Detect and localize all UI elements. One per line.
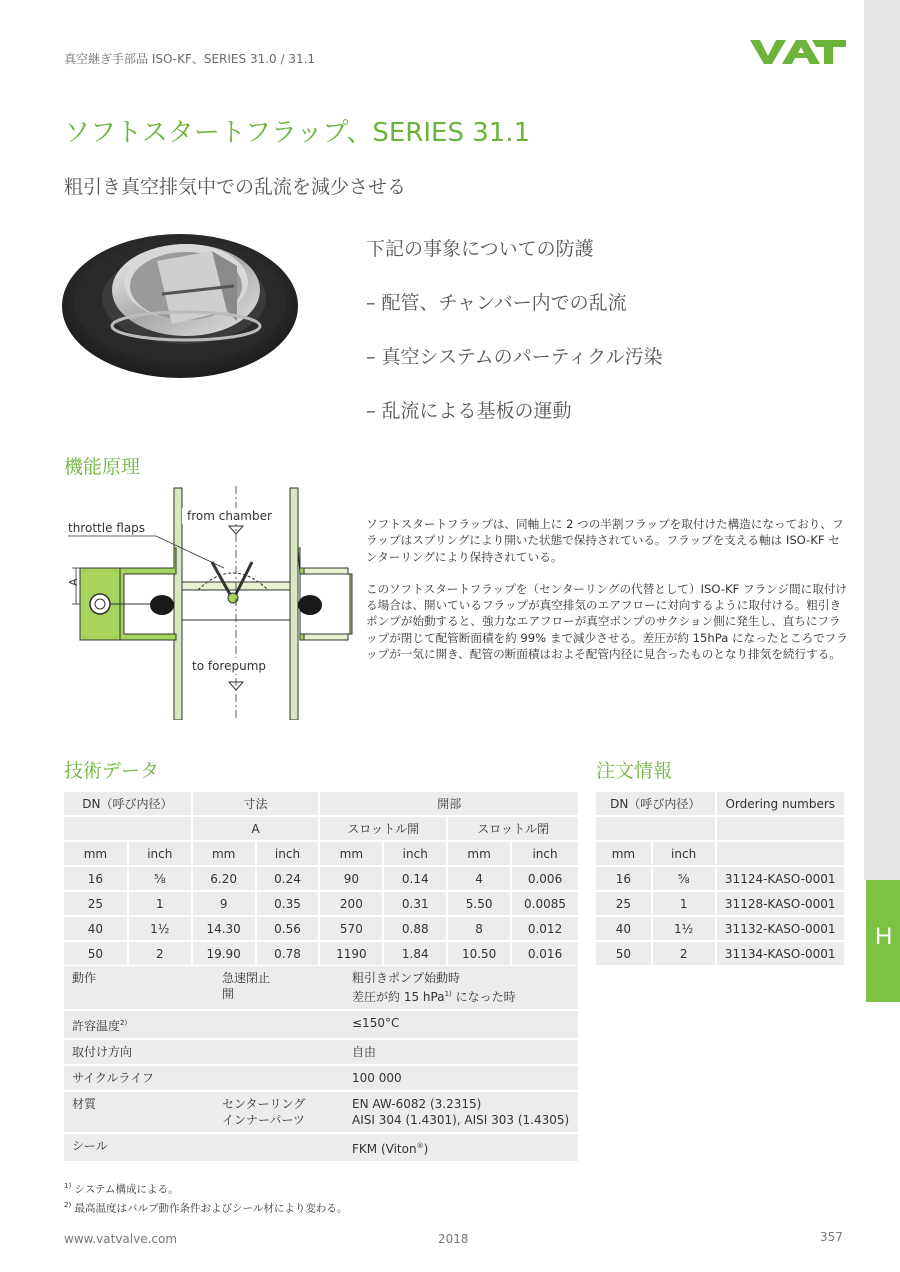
cell: 0.012 xyxy=(511,916,579,941)
to-forepump-label: to forepump xyxy=(192,659,267,673)
property-value: AISI 304 (1.4301), AISI 303 (1.4305) xyxy=(352,1113,570,1127)
protection-item: – 乱流による基板の運動 xyxy=(366,400,572,422)
property-value: ≤150°C xyxy=(344,1010,578,1039)
property-value: FKM (Viton xyxy=(352,1142,417,1156)
table-row xyxy=(64,891,579,916)
property-sub: 開 xyxy=(222,987,235,1001)
section-tab[interactable]: H xyxy=(866,880,900,1002)
cell: 1 xyxy=(652,891,716,916)
cell: 570 xyxy=(319,916,383,941)
table-row xyxy=(596,916,845,941)
footnote-ref: 2) xyxy=(120,1019,128,1027)
property-value: 100 000 xyxy=(344,1065,578,1091)
cell: 2 xyxy=(652,941,716,966)
property-sub: 急速閉止 xyxy=(222,971,271,985)
throttle-flaps-label: throttle flaps xyxy=(68,521,146,535)
dimension-a-label: A xyxy=(67,578,80,586)
size-header: 寸法 xyxy=(192,792,320,816)
order-heading: 注文情報 xyxy=(596,760,673,782)
ordering-numbers-header: Ordering numbers xyxy=(716,792,846,816)
cell: 10.50 xyxy=(447,941,511,966)
table-row xyxy=(596,866,845,891)
cell: 0.24 xyxy=(256,866,320,891)
footnote-mark: 2) xyxy=(64,1200,72,1209)
ordering-number[interactable]: 31134-KASO-0001 xyxy=(716,941,846,966)
property-sub: センターリング xyxy=(222,1097,306,1111)
unit-cell: inch xyxy=(383,841,447,866)
cell: 0.56 xyxy=(256,916,320,941)
cell: 0.35 xyxy=(256,891,320,916)
cell: 9 xyxy=(192,891,256,916)
footnote-text: システム構成による。 xyxy=(71,1183,179,1196)
cell: 5.50 xyxy=(447,891,511,916)
table-row xyxy=(64,1091,578,1133)
table-row xyxy=(64,866,579,891)
cell: 40 xyxy=(64,916,128,941)
footer-url-link[interactable]: www.vatvalve.com xyxy=(64,1232,178,1246)
cell: 14.30 xyxy=(192,916,256,941)
cell: 200 xyxy=(319,891,383,916)
from-chamber-label: from chamber xyxy=(187,509,272,523)
protection-heading: 下記の事象についての防護 xyxy=(366,238,594,260)
vat-logo xyxy=(750,36,846,70)
cell: 4 xyxy=(447,866,511,891)
cell: ⅝ xyxy=(128,866,192,891)
footnotes xyxy=(64,1179,347,1216)
page-number: 357 xyxy=(820,1230,843,1244)
function-paragraph-2: このソフトスタートフラップを（センターリングの代替として）ISO-KF フランジ間に取付ける場合は、開いているフラップが真空排気のエアフローに対向するように取付ける。粗引きポンプが始動すると、強力なエアフローが真空ポンプのサクション側に発生し、直ちにフラップが閉じて配管断面積を約 99% まで減少させる。差圧が約 15hPa になったところでフラップが一気に開き、配管の断面積はおよそ配管内径に見合ったものとなり排気を続行する。 xyxy=(366,581,848,662)
breadcrumb: 真空継ぎ手部品 ISO-KF、SERIES 31.0 / 31.1 xyxy=(64,52,316,66)
ordering-number[interactable]: 31128-KASO-0001 xyxy=(716,891,846,916)
page-subtitle: 粗引き真空排気中での乱流を減少させる xyxy=(64,176,407,198)
property-value: ) xyxy=(423,1142,429,1156)
order-dn-header: DN（呼び内径） xyxy=(596,792,716,816)
table-row xyxy=(64,1065,578,1091)
function-description xyxy=(366,516,848,662)
throttle-open-header: スロットル開 xyxy=(319,816,447,841)
cell: 1½ xyxy=(128,916,192,941)
property-label: 取付け方向 xyxy=(64,1039,214,1065)
cell: 19.90 xyxy=(192,941,256,966)
cell: 1190 xyxy=(319,941,383,966)
cell: 25 xyxy=(596,891,652,916)
a-header: A xyxy=(192,816,320,841)
cell: ⅝ xyxy=(652,866,716,891)
property-label: 材質 xyxy=(64,1091,214,1133)
cell: 40 xyxy=(596,916,652,941)
unit-cell: inch xyxy=(511,841,579,866)
cell: 25 xyxy=(64,891,128,916)
cell: 90 xyxy=(319,866,383,891)
cell: 0.006 xyxy=(511,866,579,891)
unit-cell: mm xyxy=(192,841,256,866)
registered-mark: ® xyxy=(416,1142,424,1150)
ordering-number[interactable]: 31124-KASO-0001 xyxy=(716,866,846,891)
properties-table xyxy=(64,966,578,1163)
unit-cell: inch xyxy=(256,841,320,866)
table-row xyxy=(64,1039,578,1065)
table-row xyxy=(596,941,845,966)
page-title: ソフトスタートフラップ、SERIES 31.1 xyxy=(64,118,531,148)
table-row xyxy=(64,916,579,941)
order-table xyxy=(596,792,846,967)
ordering-number[interactable]: 31132-KASO-0001 xyxy=(716,916,846,941)
footnote-mark: 1) xyxy=(64,1182,72,1190)
footer-year: 2018 xyxy=(438,1232,469,1246)
tech-heading: 技術データ xyxy=(64,760,160,782)
cell: 0.016 xyxy=(511,941,579,966)
table-row xyxy=(596,891,845,916)
property-value: EN AW-6082 (3.2315) xyxy=(352,1097,482,1111)
cell: 6.20 xyxy=(192,866,256,891)
property-label: 動作 xyxy=(64,966,214,1010)
cell: 16 xyxy=(64,866,128,891)
dn-header: DN（呼び内径） xyxy=(64,792,192,816)
cell: 0.31 xyxy=(383,891,447,916)
table-row xyxy=(64,1010,578,1039)
property-value: 自由 xyxy=(344,1039,578,1065)
cell: 1½ xyxy=(652,916,716,941)
unit-cell: mm xyxy=(596,841,652,866)
unit-cell: inch xyxy=(128,841,192,866)
unit-cell: mm xyxy=(319,841,383,866)
property-value: 粗引きポンプ始動時 xyxy=(352,971,461,985)
cell: 0.0085 xyxy=(511,891,579,916)
cell: 50 xyxy=(64,941,128,966)
cell: 50 xyxy=(596,941,652,966)
property-label: サイクルライフ xyxy=(64,1065,214,1091)
cell: 16 xyxy=(596,866,652,891)
cell: 0.88 xyxy=(383,916,447,941)
cell: 0.78 xyxy=(256,941,320,966)
function-heading: 機能原理 xyxy=(64,456,141,478)
property-value: になった時 xyxy=(451,990,516,1004)
property-label: 許容温度 xyxy=(72,1019,121,1033)
cell: 0.14 xyxy=(383,866,447,891)
cell: 2 xyxy=(128,941,192,966)
table-row xyxy=(64,941,579,966)
protection-item: – 真空システムのパーティクル汚染 xyxy=(366,346,663,368)
product-image xyxy=(62,226,312,390)
protection-item: – 配管、チャンバー内での乱流 xyxy=(366,292,627,314)
table-row xyxy=(64,966,578,1010)
side-bar xyxy=(864,0,900,880)
table-row xyxy=(64,1133,578,1162)
unit-cell: mm xyxy=(447,841,511,866)
function-paragraph-1: ソフトスタートフラップは、同軸上に 2 つの半割フラップを取付けた構造になっており、フラップはスプリングにより開いた状態で保持されている。フラップを支える軸は ISO-KF センターリングにより保持されている。 xyxy=(366,517,844,564)
footnote-ref: 1) xyxy=(444,990,452,998)
tech-data-table xyxy=(64,792,580,967)
unit-cell: mm xyxy=(64,841,128,866)
cell: 1.84 xyxy=(383,941,447,966)
opening-header: 開部 xyxy=(319,792,579,816)
property-value: 差圧が約 15 hPa xyxy=(352,990,445,1004)
function-diagram xyxy=(64,486,364,724)
property-sub: インナーパーツ xyxy=(222,1113,305,1127)
cell: 1 xyxy=(128,891,192,916)
cell: 8 xyxy=(447,916,511,941)
unit-cell: inch xyxy=(652,841,716,866)
property-label: シール xyxy=(64,1133,214,1162)
footnote-text: 最高温度はバルブ動作条件およびシール材により変わる。 xyxy=(71,1202,348,1214)
throttle-closed-header: スロットル閉 xyxy=(447,816,579,841)
